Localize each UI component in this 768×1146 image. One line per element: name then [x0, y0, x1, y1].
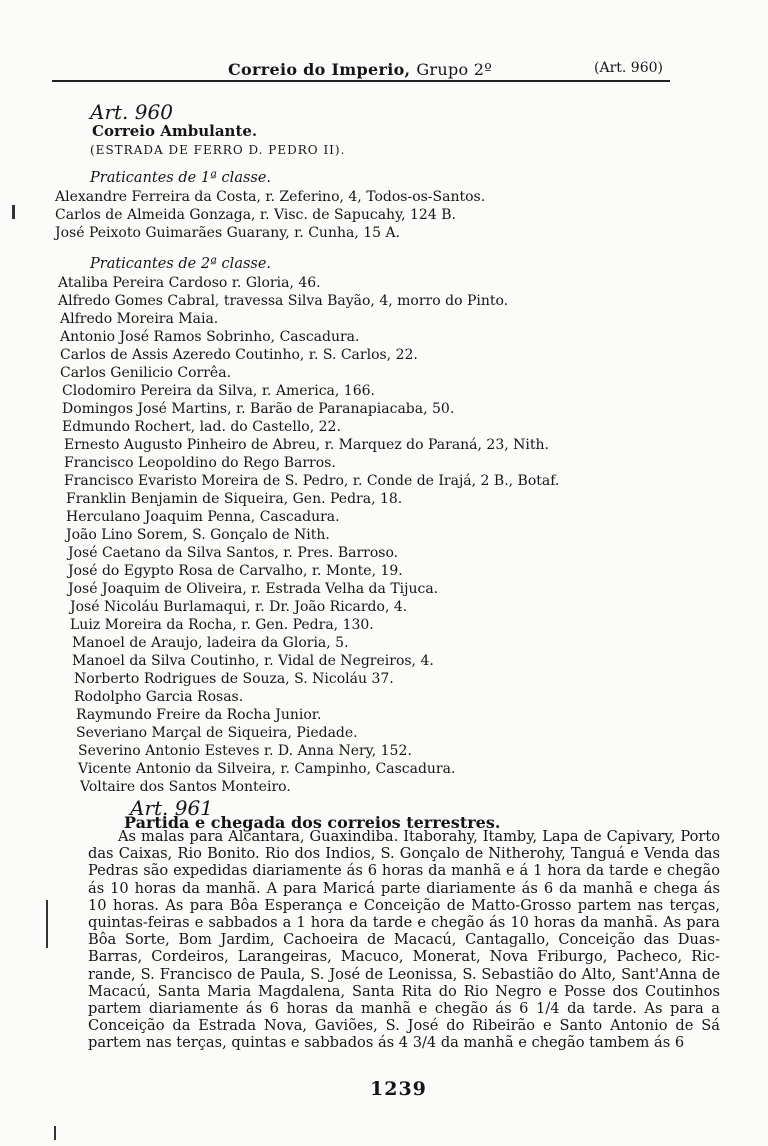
list-item: Franklin Benjamin de Siqueira, Gen. Pedra, 18. [66, 491, 403, 507]
list-item: Voltaire dos Santos Monteiro. [80, 779, 291, 795]
list-item: Rodolpho Garcia Rosas. [74, 689, 244, 705]
list-item: Carlos de Assis Azeredo Coutinho, r. S. Carlos, 22. [60, 347, 418, 363]
list-item: Alfredo Moreira Maia. [60, 311, 219, 327]
list-item: Domingos José Martins, r. Barão de Paranapiacaba, 50. [62, 401, 455, 417]
list-item: Francisco Evaristo Moreira de S. Pedro, r. Conde de Irajá, 2 B., Botaf. [64, 473, 560, 489]
header-rule [52, 80, 670, 82]
list-item: Manoel de Araujo, ladeira da Gloria, 5. [72, 635, 349, 651]
scan-mark [54, 1126, 56, 1140]
list-item: Alfredo Gomes Cabral, travessa Silva Bayão, 4, morro do Pinto. [58, 293, 509, 309]
list-item: Luiz Moreira da Rocha, r. Gen. Pedra, 130. [70, 617, 374, 633]
list-item: Edmundo Rochert, lad. do Castello, 22. [62, 419, 341, 435]
list-item: José Nicoláu Burlamaqui, r. Dr. João Ricardo, 4. [70, 599, 408, 615]
list-item: Antonio José Ramos Sobrinho, Cascadura. [60, 329, 360, 345]
header-group: Grupo 2º [416, 60, 493, 79]
list-item: José do Egypto Rosa de Carvalho, r. Monte, 19. [68, 563, 403, 579]
list-item: José Joaquim de Oliveira, r. Estrada Velha da Tijuca. [68, 581, 439, 597]
list-item: Raymundo Freire da Rocha Junior. [76, 707, 322, 723]
article-961-paragraph: As malas para Alcantara, Guaxindiba. Itaborahy, Itamby, Lapa de Capivary, Porto das Caixas, Rio Bonito. Rio dos Indios, S. Gonçalo de Nitherohy, Tanguá e Venda das Pedras são expedidas diariamente ás 6 horas da manhã e á 1 hora da tarde e chegão ás 10 horas da manhã. A para Maricá parte diariamente ás 6 da manhã e chega ás 10 horas. As para Bôa Esperança e Conceição de Matto-Grosso partem nas terças, quintas-feiras e sabbados a 1 hora da tarde e chegão ás 10 horas da manhã. As para Bôa Sorte, Bom Jardim, Cachoeira de Macacú, Cantagallo, Conceição das Duas-Barras, Cordeiros, Larangeiras, Macuco, Monerat, Nova Friburgo, Pacheco, Ric-rande, S. Francisco de Paula, S. José de Leonissa, S. Sebastião do Alto, Sant'Anna de Macacú, Santa Maria Magdalena, Santa Rita do Rio Negro e Posse dos Coutinhos partem diariamente ás 6 horas da manhã e chegão ás 6 1/4 da tarde. As para a Conceição da Estrada Nova, Gaviões, S. José do Ribeirão e Santo Antonio de Sá partem nas terças, quintas e sabbados ás 4 3/4 da manhã e chegão tambem ás 6 [88, 828, 720, 1052]
article-960-title: Correio Ambulante. [92, 122, 258, 140]
page-number: 1239 [370, 1078, 427, 1100]
list-item: Carlos Genilicio Corrêa. [60, 365, 232, 381]
list-item: Herculano Joaquim Penna, Cascadura. [66, 509, 340, 525]
article-960-subtitle: (ESTRADA DE FERRO D. PEDRO II). [90, 143, 346, 157]
list-item: Ernesto Augusto Pinheiro de Abreu, r. Marquez do Paraná, 23, Nith. [64, 437, 549, 453]
list-item: Carlos de Almeida Gonzaga, r. Visc. de Sapucahy, 124 B. [55, 207, 456, 223]
list-item: Norberto Rodrigues de Souza, S. Nicoláu 37. [74, 671, 394, 687]
list-item: Alexandre Ferreira da Costa, r. Zeferino, 4, Todos-os-Santos. [55, 189, 486, 205]
running-header-title [228, 60, 492, 79]
list-item: Severiano Marçal de Siqueira, Piedade. [76, 725, 358, 741]
list-item: Francisco Leopoldino do Rego Barros. [64, 455, 336, 471]
article-961-title: Partida e chegada dos correios terrestres. [124, 813, 501, 832]
header-title: Correio do Imperio, [228, 60, 411, 79]
header-article-ref: (Art. 960) [594, 60, 663, 76]
scan-mark [12, 205, 15, 219]
class-2-label: Praticantes de 2ª classe. [90, 256, 272, 272]
list-item: Severino Antonio Esteves r. D. Anna Nery, 152. [78, 743, 412, 759]
list-item: José Peixoto Guimarães Guarany, r. Cunha, 15 A. [55, 225, 401, 241]
article-961-heading: Art. 961 [130, 796, 213, 820]
list-item: Clodomiro Pereira da Silva, r. America, 166. [62, 383, 375, 399]
list-item: João Lino Sorem, S. Gonçalo de Nith. [66, 527, 330, 543]
article-960-heading: Art. 960 [90, 100, 173, 124]
list-item: José Caetano da Silva Santos, r. Pres. Barroso. [68, 545, 399, 561]
scan-mark [46, 900, 48, 948]
list-item: Ataliba Pereira Cardoso r. Gloria, 46. [58, 275, 321, 291]
class-1-label: Praticantes de 1ª classe. [90, 170, 272, 186]
list-item: Manoel da Silva Coutinho, r. Vidal de Negreiros, 4. [72, 653, 434, 669]
list-item: Vicente Antonio da Silveira, r. Campinho, Cascadura. [78, 761, 456, 777]
